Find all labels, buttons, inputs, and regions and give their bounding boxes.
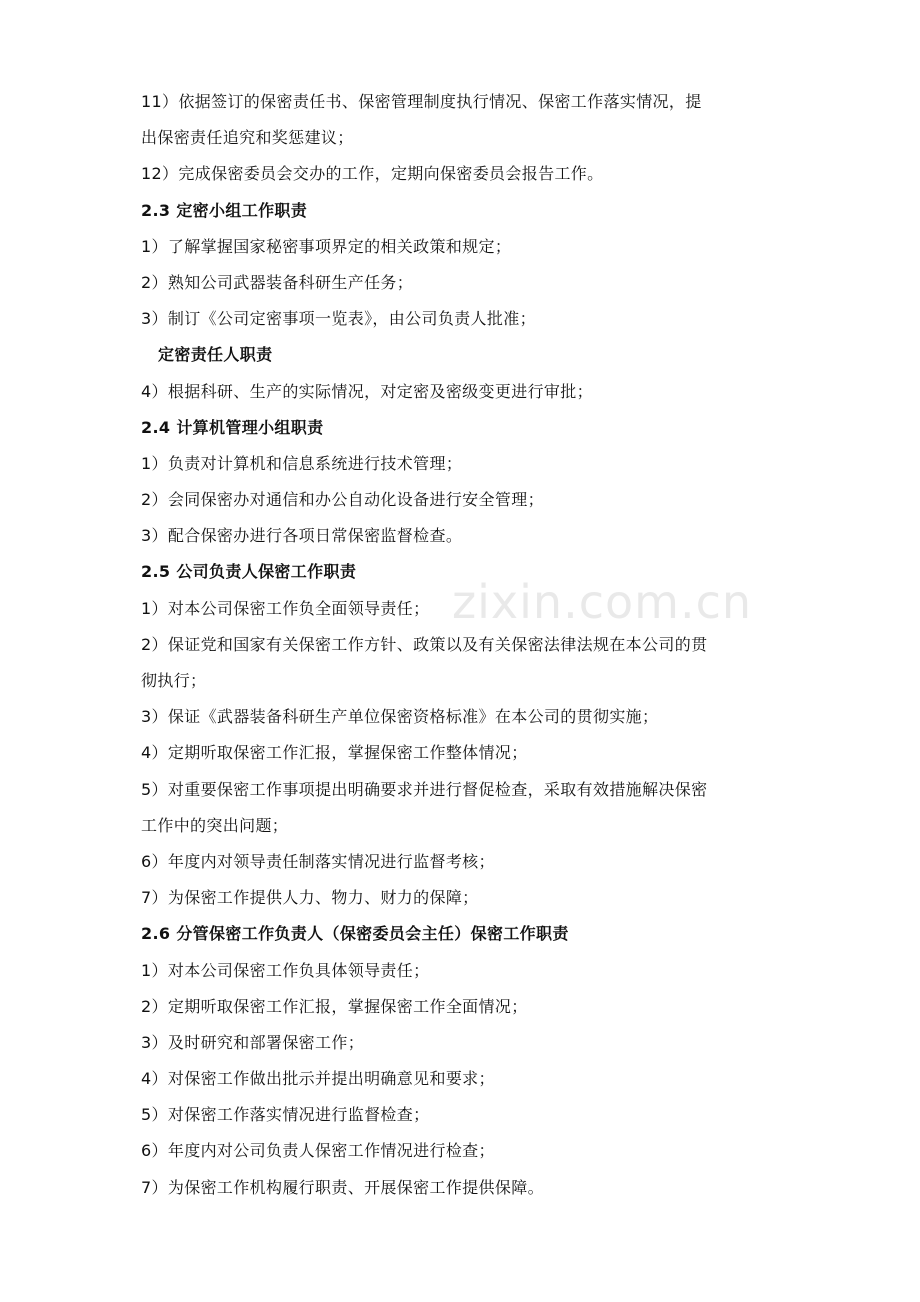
- paragraph-line: 3）保证《武器装备科研生产单位保密资格标准》在本公司的贯彻实施；: [141, 707, 659, 727]
- paragraph-line: 1）了解掌握国家秘密事项界定的相关政策和规定；: [141, 236, 512, 256]
- paragraph-line: 3）制订《公司定密事项一览表》，由公司负责人批准；: [141, 309, 536, 329]
- paragraph-line: 工作中的突出问题；: [141, 815, 289, 835]
- paragraph-line: 彻执行；: [141, 671, 207, 690]
- paragraph-line: 1）对本公司保密工作负全面领导责任；: [141, 598, 430, 618]
- paragraph-line: 2）会同保密办对通信和办公自动化设备进行安全管理；: [141, 490, 544, 510]
- paragraph-line: 2）保证党和国家有关保密工作方针、政策以及有关保密法律法规在本公司的贯: [141, 634, 708, 654]
- section-heading: 2.3 定密小组工作职责: [141, 200, 308, 220]
- paragraph-line: 3）及时研究和部署保密工作；: [141, 1032, 365, 1052]
- paragraph-line: 3）配合保密办进行各项日常保密监督检查。: [141, 526, 463, 546]
- paragraph-line: 7）为保密工作机构履行职责、开展保密工作提供保障。: [141, 1177, 544, 1197]
- section-heading: 2.6 分管保密工作负责人（保密委员会主任）保密工作职责: [141, 924, 569, 944]
- paragraph-line: 2）定期听取保密工作汇报，掌握保密工作全面情况；: [141, 996, 528, 1016]
- paragraph-line: 出保密责任追究和奖惩建议；: [141, 128, 354, 148]
- document-body: [141, 84, 783, 1206]
- paragraph-line: 7）为保密工作提供人力、物力、财力的保障；: [141, 888, 479, 908]
- section-heading: 2.4 计算机管理小组职责: [141, 417, 324, 437]
- paragraph-line: 5）对保密工作落实情况进行监督检查；: [141, 1105, 430, 1125]
- paragraph-line: 6）年度内对公司负责人保密工作情况进行检查；: [141, 1141, 495, 1161]
- paragraph-line: 5）对重要保密工作事项提出明确要求并进行督促检查，采取有效措施解决保密: [141, 779, 708, 799]
- paragraph-line: 12）完成保密委员会交办的工作，定期向保密委员会报告工作。: [141, 164, 604, 184]
- section-heading: 2.5 公司负责人保密工作职责: [141, 562, 357, 582]
- paragraph-line: 1）对本公司保密工作负具体领导责任；: [141, 960, 430, 980]
- paragraph-line: 11）依据签订的保密责任书、保密管理制度执行情况、保密工作落实情况，提: [141, 92, 702, 111]
- paragraph-line: 4）根据科研、生产的实际情况，对定密及密级变更进行审批；: [141, 381, 593, 401]
- paragraph-line: 4）对保密工作做出批示并提出明确意见和要求；: [141, 1069, 495, 1089]
- paragraph-line: 2）熟知公司武器装备科研生产任务；: [141, 272, 414, 292]
- subsection-heading: 定密责任人职责: [158, 345, 273, 365]
- paragraph-line: 1）负责对计算机和信息系统进行技术管理；: [141, 453, 463, 473]
- paragraph-line: 6）年度内对领导责任制落实情况进行监督考核；: [141, 851, 495, 871]
- watermark-text: zixin.com.cn: [452, 575, 753, 629]
- paragraph-line: 4）定期听取保密工作汇报，掌握保密工作整体情况；: [141, 743, 528, 763]
